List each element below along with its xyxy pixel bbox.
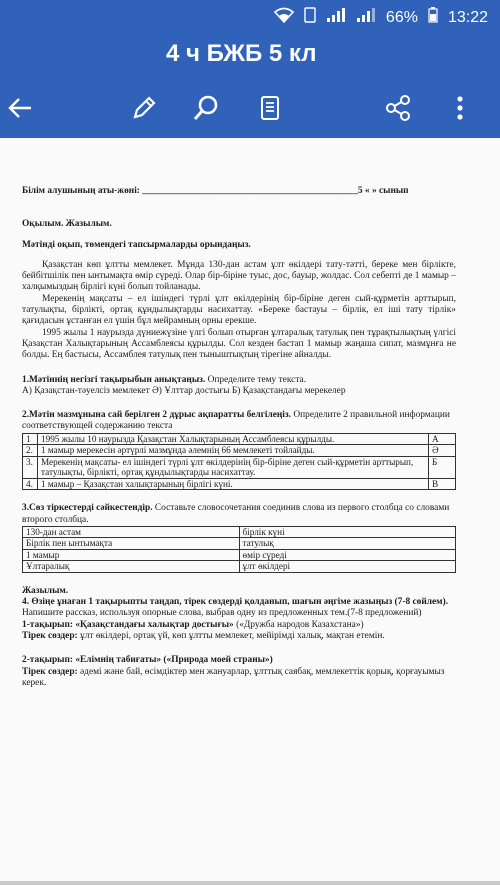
section-reading-writing: Оқылым. Жазылым. (22, 219, 112, 230)
question-1-options: А) Қазақстан-тәуелсіз мемлекет Ә) Ұлттар достығы Б) Қазақстандағы мерекелер (22, 385, 346, 396)
question-2-ru: Определите 2 правильной информации соответствующей содержанию текста (22, 410, 450, 432)
row-number: 1 (23, 433, 38, 445)
battery-icon (428, 7, 438, 28)
table-row (23, 549, 456, 561)
edit-button[interactable] (124, 90, 164, 130)
more-vertical-icon (456, 95, 464, 126)
question-1-kz: 1.Мәтіннің негізгі тақырыбын анықтаңыз. (22, 374, 206, 385)
question-4-kz: 4. Өзіңе ұнаған 1 тақырыпты таңдап, тірек сөздерді қолданып, шағын әңгіме жазыңыз (7-8 сөйлем). (22, 597, 449, 608)
clock: 13:22 (447, 8, 488, 26)
left-cell: 130-дан астам (23, 526, 240, 538)
left-cell: Ұлтаралық (23, 561, 240, 573)
status-bar (0, 0, 500, 38)
keywords-label: Тірек сөздер: (22, 631, 78, 642)
wifi-icon (274, 7, 294, 28)
instruction: Мәтінді оқып, төмендегі тапсырмаларды орындаңыз. (22, 239, 251, 250)
keywords-label: Тірек сөздер: (22, 666, 78, 677)
table-row (23, 433, 456, 445)
row-text: 1 мамыр мерекесін әртүрлі мазмұнда әлемнің 66 мемлекеті тойлайды. (38, 445, 429, 457)
question-3-table (22, 526, 456, 573)
row-text: 1 мамыр – Қазақстан халықтарының бірлігі күні. (38, 478, 429, 490)
student-name-line: Білім алушының аты-жөні: ______________________________________________5 « » сынып (22, 186, 409, 196)
topic-2-title: 2-тақырып: «Елімнің табиғаты» («Природа моей страны») (22, 655, 273, 666)
question-1 (22, 375, 456, 386)
more-options-button[interactable] (440, 90, 480, 130)
table-row (23, 445, 456, 457)
question-1-ru: Определите тему текста. (205, 374, 307, 385)
signal-icon-2 (356, 7, 376, 28)
app-bar (0, 38, 500, 138)
table-row (23, 538, 456, 550)
document-page[interactable] (0, 138, 500, 885)
right-cell: бірлік күні (239, 526, 456, 538)
question-3-kz: 3.Сөз тіркестерді сәйкестендір. (22, 503, 153, 514)
paragraph-1: Қазақстан көп ұлтты мемлекет. Мұнда 130-дан астам ұлт өкілдері тату-тәтті, береке мен бірлікте, бейбітшілік пен ынтымақта өмір сүреді. Олар бір-біріне туыс, дос, бауыр, жолдас. Сол себепті де 1 мамыр – халқымыздың бірлігі күні болып тойланады. (22, 259, 456, 293)
document-title: 4 ч БЖБ 5 кл (166, 40, 317, 67)
search-icon (192, 94, 220, 127)
table-row (23, 526, 456, 538)
row-text: Мерекенің мақсаты- ел ішіндегі түрлі ұлт өкілдерінің бір-біріне деген сый-құрметін арттырып, татулықты, бірлікті, ортақ құндылықтарды насихаттау. (38, 456, 429, 478)
paragraph-2: Мерекенің мақсаты – ел ішіндегі түрлі ұлт өкілдерінің бір-біріне деген сый-құрметін арттырып, татулықты, бірлікті, ортақ құндылықтарды насихаттау. «Береке бастауы – бірлік, ел іші тату тірлік» қағидасын ұстанған ел үшін бұл мейрамның орны ерекше. (22, 293, 456, 327)
back-button[interactable] (0, 90, 40, 130)
document-content (22, 186, 456, 689)
keywords-text: ұлт өкілдері, ортақ үй, көп ұлтты мемлекет, мейірімді халық, мақтан етемін. (77, 631, 385, 642)
document-icon (260, 95, 280, 126)
question-3-ru: Составьте словосочетания соединив слова из первого столбца со словами второго столбца. (22, 503, 450, 525)
row-letter: А (429, 433, 456, 445)
right-cell: татулық (239, 538, 456, 550)
row-letter: Б (429, 456, 456, 478)
topic-1 (22, 620, 456, 631)
right-cell: өмір сүреді (239, 549, 456, 561)
share-button[interactable] (378, 90, 418, 130)
question-4-ru: Напишите рассказ, используя опорные слова, выбрав одну из предложенных тем.(7-8 предложений) (22, 608, 422, 619)
toolbar (0, 90, 500, 130)
page-edge (0, 881, 500, 885)
topic-1-title: 1-тақырып: «Қазақстандағы халықтар достығы» (22, 619, 234, 630)
question-3 (22, 503, 456, 526)
topic-1-ru: («Дружба народов Казахстана») (233, 619, 364, 630)
row-number: 2. (23, 445, 38, 457)
question-2-kz: 2.Мәтін мазмұнына сай берілген 2 дұрыс ақпаратты белгілеңіз. (22, 410, 292, 421)
keywords-text: әдемі және бай, өсімдіктер мен жануарлар, ұлттық саябақ, мемлекеттік қорық, қорғауымыз керек. (22, 666, 445, 688)
pencil-icon (131, 95, 157, 126)
sim-card-icon (304, 7, 316, 28)
share-icon (384, 94, 412, 127)
question-4 (22, 597, 456, 620)
question-2 (22, 410, 456, 433)
search-button[interactable] (186, 90, 226, 130)
question-2-table (22, 433, 456, 491)
row-text: 1995 жылы 10 наурызда Қазақстан Халықтарының Ассамблеясы құрылды. (38, 433, 429, 445)
table-row (23, 478, 456, 490)
paragraph-3: 1995 жылы 1 наурызда дүниежүзіне үлгі болып отырған ұлтаралық татулық пен тұрақтылықтың үлгісі Қазақстан Халықтарының Ассамблеясы құрылды. Сол кезден бастап 1 мамыр жаңаша сипат, мазмұнға не болды. Ең бастысы, Ассамблея татулық пен тыныштықтың тірегіне айналды. (22, 327, 456, 361)
table-row (23, 456, 456, 478)
signal-icon (326, 7, 346, 28)
right-cell: ұлт өкілдері (239, 561, 456, 573)
row-number: 4. (23, 478, 38, 490)
left-cell: 1 мамыр (23, 549, 240, 561)
section-writing: Жазылым. (22, 585, 69, 596)
left-cell: Бірлік пен ынтымақта (23, 538, 240, 550)
row-letter: В (429, 478, 456, 490)
row-letter: Ә (429, 445, 456, 457)
reading-mode-button[interactable] (250, 90, 290, 130)
battery-level: 66% (385, 8, 418, 26)
topic-1-keywords (22, 631, 456, 642)
topic-2-keywords (22, 667, 456, 690)
table-row (23, 561, 456, 573)
back-arrow-icon (8, 97, 32, 124)
row-number: 3. (23, 456, 38, 478)
